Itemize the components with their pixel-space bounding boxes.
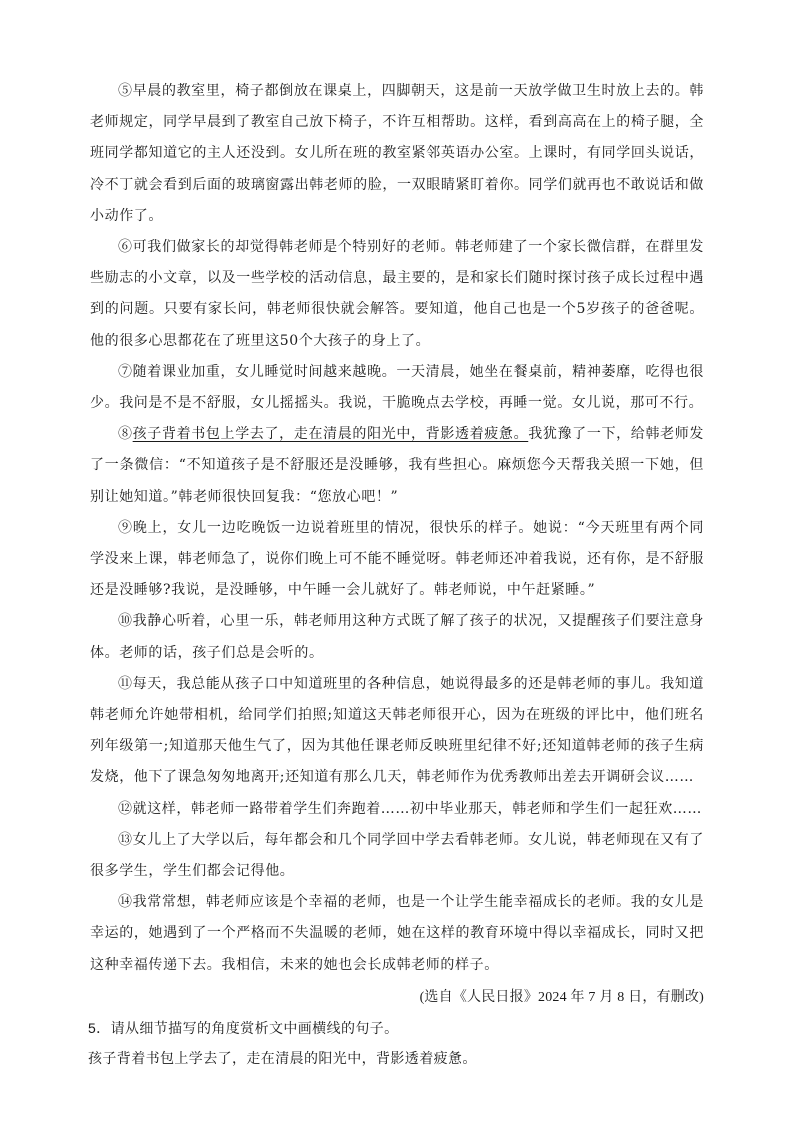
paragraph-6: ⑥可我们做家长的却觉得韩老师是个特别好的老师。韩老师建了一个家长微信群，在群里发些励志的小文章，以及一些学校的活动信息，最主要的，是和家长们随时探讨孩子成长过程中遇到的问题。只要有家长问，韩老师很快就会解答。要知道，他自己也是一个5岁孩子的爸爸呢。他的很多心思都花在了班里这50个大孩子的身上了。 — [90, 239, 704, 349]
paragraph-14: ⑭我常常想，韩老师应该是个幸福的老师，也是一个让学生能幸福成长的老师。我的女儿是幸运的，她遇到了一个严格而不失温暖的老师，她在这样的教育环境中得以幸福成长，同时又把这种幸福传递下去。我相信，未来的她也会长成韩老师的样子。 — [90, 894, 704, 973]
paragraph-9: ⑨晚上，女儿一边吃晚饭一边说着班里的情况，很快乐的样子。她说：“今天班里有两个同学没来上课，韩老师急了，说你们晚上可不能不睡觉呀。韩老师还冲着我说，还有你，是不舒服还是没睡够?我说，是没睡够，中午睡一会儿就好了。韩老师说，中午赶紧睡。” — [90, 519, 704, 599]
question-prompt: 5．请从细节描写的角度赏析文中画横线的句子。 — [88, 1019, 399, 1036]
source-citation: (选自《人民日报》2024 年 7 月 8 日，有删改) — [419, 989, 704, 1005]
question-sentence: 孩子背着书包上学去了，走在清晨的阳光中，背影透着疲惫。 — [88, 1049, 477, 1066]
paragraph-12: ⑫就这样，韩老师一路带着学生们奔跑着……初中毕业那天，韩老师和学生们一起狂欢…… — [118, 800, 702, 817]
underlined-sentence: 孩子背着书包上学去了，走在清晨的阳光中，背影透着疲惫。 — [132, 426, 529, 443]
article-body — [90, 76, 704, 1073]
paragraph-8: ⑧孩子背着书包上学去了，走在清晨的阳光中，背影透着疲惫。我犹豫了一下，给韩老师发了一条微信：“不知道孩子是不舒服还是没睡够，我有些担心。麻烦您今天帮我关照一下她，但别让她知道。”韩老师很快回复我：“您放心吧！” — [90, 426, 704, 505]
paragraph-5: ⑤早晨的教室里，椅子都倒放在课桌上，四脚朝天，这是前一天放学做卫生时放上去的。韩老师规定，同学早晨到了教室自己放下椅子，不许互相帮助。这样，看到高高在上的椅子腿，全班同学都知道它的主人还没到。女儿所在班的教室紧邻英语办公室。上课时，有同学回头说话，冷不丁就会看到后面的玻璃窗露出韩老师的脸，一双眼睛紧盯着你。同学们就再也不敢说话和做小动作了。 — [90, 83, 704, 224]
paragraph-10: ⑩我静心听着，心里一乐，韩老师用这种方式既了解了孩子的状况，又提醒孩子们要注意身体。老师的话，孩子们总是会听的。 — [90, 613, 704, 661]
paragraph-11: ⑪每天，我总能从孩子口中知道班里的各种信息，她说得最多的还是韩老师的事儿。我知道韩老师允许她带相机，给同学们拍照;知道这天韩老师很开心，因为在班级的评比中，他们班名列年级第一;知道那天他生气了，因为其他任课老师反映班里纪律不好;还知道韩老师的孩子生病发烧，他下了课急匆匆地离开;还知道有那么几天，韩老师作为优秀教师出差去开调研会议…… — [90, 675, 704, 786]
paragraph-7: ⑦随着课业加重，女儿睡觉时间越来越晚。一天清晨，她坐在餐桌前，精神萎靡，吃得也很少。我问是不是不舒服，女儿摇摇头。我说，干脆晚点去学校，再睡一觉。女儿说，那可不行。 — [90, 363, 704, 412]
paragraph-13: ⑬女儿上了大学以后，每年都会和几个同学回中学去看韩老师。女儿说，韩老师现在又有了很多学生，学生们都会记得他。 — [90, 831, 704, 880]
